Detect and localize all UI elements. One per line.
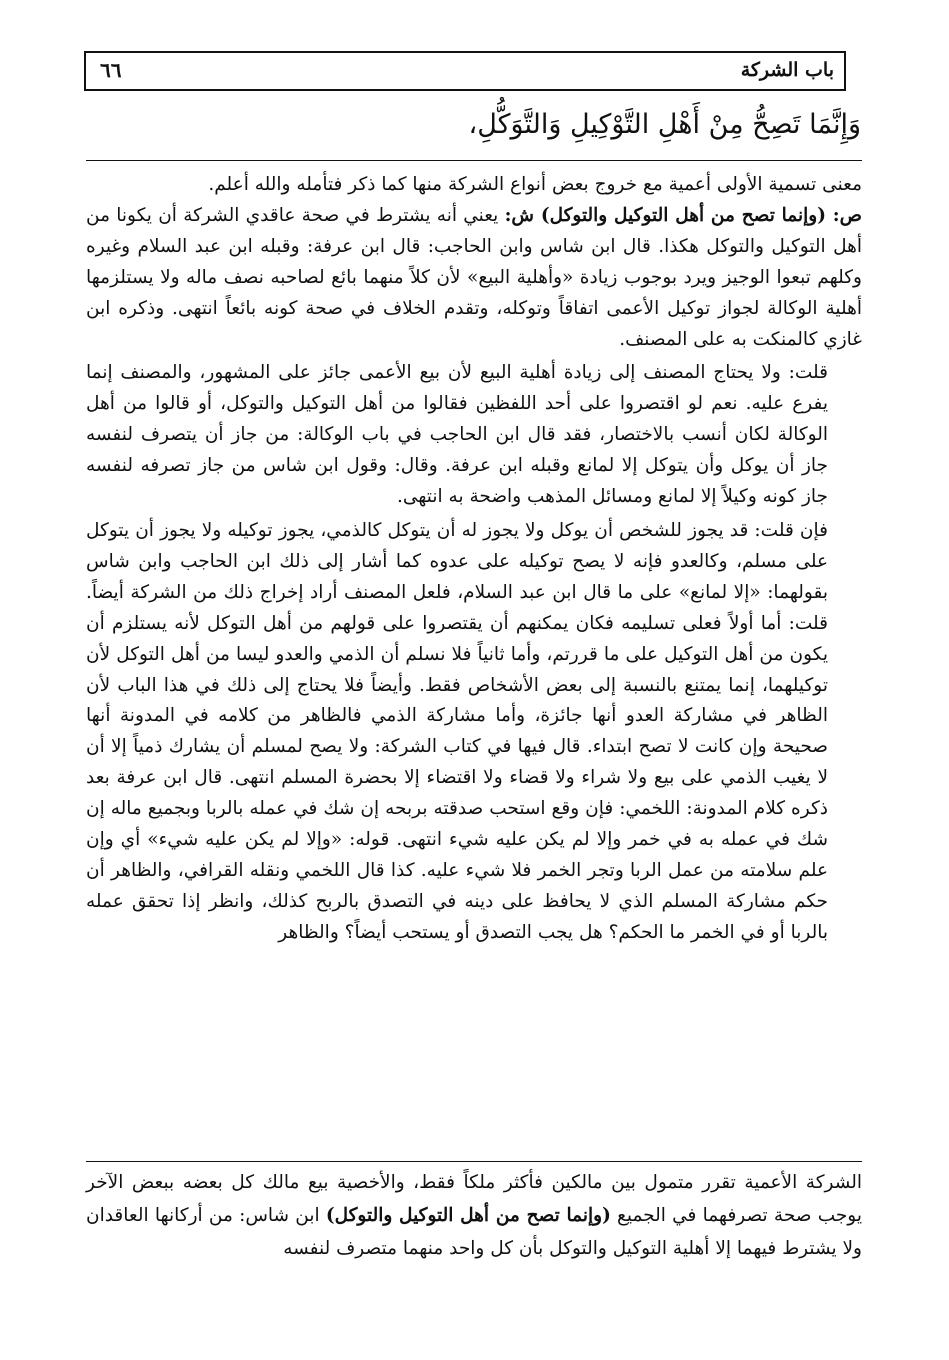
commentary-text: يعني أنه يشترط في صحة عاقدي الشركة أن يكونا من أهل التوكيل والتوكل هكذا. قال ابن شاس وابن الحاجب: قال ابن عرفة: وقبله ابن عبد السلام وغيره وكلهم تبعوا الوجيز ويرد بوجوب زيادة «وأهلية البيع» لأن كلاً منهما بائع لصاحبه نصف ماله ولا يستلزمها أهلية الوكالة لجواز توكيل الأعمى اتفاقاً وتوكله، وتقدم الخلاف في صحة كونه بائعاً انتهى. وذكره ابن غازي كالمنكت به على المصنف.: [86, 204, 862, 350]
footnote-text: ابن شاس: من أركانها العاقدان ولا يشترط فيهما إلا أهلية التوكيل والتوكل بأن كل واحد منهما متصرف لنفسه: [86, 1205, 862, 1259]
footnote-divider: [86, 1161, 862, 1162]
commentary-paragraph: فإن قلت: قد يجوز للشخص أن يوكل ولا يجوز له أن يتوكل كالذمي، يجوز توكيله ولا يجوز أن يتوكل على مسلم، وكالعدو فإنه لا يصح توكيله على عدوه كما أشار إلى ذلك ابن الحاجب وابن شاس بقولهما: «إلا لمانع» على ما قال ابن عبد السلام، فلعل المصنف أراد إخراج ذلك من الشركة أيضاً. قلت: أما أولاً فعلى تسليمه فكان يمكنهم أن يقتصروا على قولهم من أهل التوكل لأنه يستلزم أن يكون من أهل التوكيل على ما قررتم، وأما ثانياً فلا نسلم أن الذمي والعدو ليسا من أهل التوكل لأن توكيلهما، إنما يمتنع بالنسبة إلى بعض الأشخاص فقط. وأيضاً فلا يحتاج إلى ذلك في هذا الباب لأن الظاهر في مشاركة العدو أنها جائزة، وأما مشاركة الذمي فالظاهر من كلامه في المدونة أنها صحيحة وإن كانت لا تصح ابتداء. قال فيها في كتاب الشركة: ولا يصح لمسلم أن يشارك ذمياً إلا أن لا يغيب الذمي على بيع ولا شراء ولا قضاء ولا اقتضاء إلا بحضرة المسلم انتهى. قال ابن عرفة بعد ذكره كلام المدونة: اللخمي: فإن وقع استحب صدقته بربحه إن شك في عمله بالربا وبجميع ماله إن شك في عمله به في خمر وإلا لم يكن عليه شيء انتهى. قوله: «وإلا لم يكن عليه شيء» أي وإن علم سلامته من عمل الربا وتجر الخمر فلا شيء عليه. كذا قال اللخمي ونقله القرافي، والظاهر أن حكم مشاركة المسلم الذي لا يحافظ على دينه في التصدق بالربح كذلك، وانظر إذا تحقق عمله بالربا أو في الخمر ما الحكم؟ هل يجب التصدق أو يستحب أيضاً؟ والظاهر: [86, 519, 828, 943]
matn-divider: [86, 160, 862, 161]
commentary-paragraph: معنى تسمية الأولى أعمية مع خروج بعض أنواع الشركة منها كما ذكر فتأمله والله أعلم.: [208, 174, 862, 195]
page-number: ٦٦: [100, 58, 122, 82]
footnote-matn-quote: (وإنما تصح من أهل التوكيل والتوكل): [325, 1205, 611, 1226]
running-header: [84, 51, 846, 91]
commentary-body: [86, 170, 862, 949]
chapter-title: باب الشركة: [740, 59, 834, 81]
commentary-paragraph: قلت: ولا يحتاج المصنف إلى زيادة أهلية البيع لأن بيع الأعمى جائز على المشهور، والمصنف إنما يفرع عليه. نعم لو اقتصروا على أحد اللفظين فقالوا من أهل التوكيل والتوكل، أو قالوا من أهل الوكالة لكان أنسب بالاختصار، فقد قال ابن الحاجب في باب الوكالة: من جاز أن يتصرف لنفسه جاز أن يوكل وأن يتوكل إلا لمانع وقبله ابن عرفة. وقال: وقول ابن شاس من جاز تصرفه لنفسه جاز كونه وكيلاً إلا لمانع ومسائل المذهب واضحة به انتهى.: [86, 362, 828, 508]
footnote-paragraph: [86, 1166, 862, 1265]
footnote-text: الشركة الأعمية تقرر متمول بين مالكين فأكثر ملكاً فقط، والأخصية بيع مالك كل بعضه ببعض الآخر يوجب صحة تصرفهما في الجميع: [86, 1172, 862, 1226]
footnote-body: [86, 1166, 862, 1265]
matn-quote: ص: (وإنما تصح من أهل التوكيل والتوكل) ش:: [504, 204, 862, 226]
matn-text: وَإِنَّمَا تَصِحُّ مِنْ أَهْلِ التَّوْكِيلِ وَالتَّوَكُّلِ،: [468, 109, 861, 140]
commentary-paragraph: [86, 201, 862, 356]
